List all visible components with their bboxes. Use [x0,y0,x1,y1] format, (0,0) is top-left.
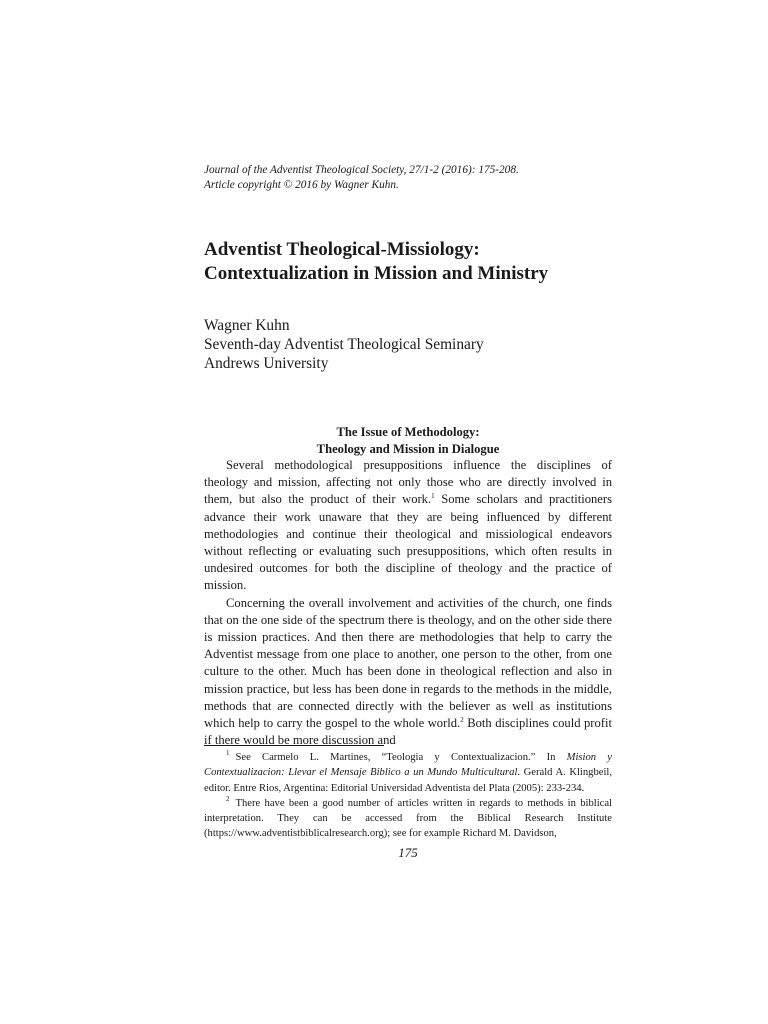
article-copyright: Article copyright © 2016 by Wagner Kuhn. [204,179,399,191]
author-affiliation-seminary: Seventh-day Adventist Theological Seminary [204,336,484,353]
author-name: Wagner Kuhn [204,317,290,334]
paragraph-2 [204,595,612,750]
footnote-ref-2[interactable]: 2 [460,715,464,724]
section-heading [204,424,612,458]
paragraph-1-text-b: Some scholars and practitioners advance their work unaware that they are being influenced by different methodologies and continue their theological and missiological endeavors without reflecting or evaluating such presuppositions, which often results in undesired outcomes for both the discipline of theology and the practice of mission. [204,492,612,593]
journal-page [204,0,612,1024]
footnote-2-mark: 2 [226,795,230,804]
footnotes [204,750,612,842]
page-number: 175 [398,845,418,860]
paragraph-1 [204,457,612,595]
paragraph-2-text-a: Concerning the overall involvement and activities of the church, one finds that on the one side of the spectrum there is theology, and on the other side there is mission practices. And then there are methodologies that help to carry the Adventist message from one place to another, one person to the other, from one culture to the other. Much has been done in theological reflection and also in mission practice, but less has been done in regards to the methods in the middle, methods that are connected directly with the believer as well as institutions which help to carry the gospel to the whole world. [204,595,612,731]
section-heading-line2: Theology and Mission in Dialogue [316,442,500,456]
footnote-1 [204,750,612,796]
journal-citation: Journal of the Adventist Theological Society, 27/1-2 (2016): 175-208. [204,164,519,176]
article-title-line2: Contextualization in Mission and Ministry [204,263,549,284]
footnote-1-text-b: . Gerald A. Klingbeil, editor. Entre Rios, Argentina: Editorial Universidad Adventista del Plata (2005): 233-234. [204,767,612,794]
author-block [204,316,612,373]
footnote-ref-1[interactable]: 1 [431,492,435,501]
section-heading-line1: The Issue of Methodology: [336,425,480,439]
author-affiliation-university: Andrews University [204,355,329,372]
body-text [204,457,612,749]
article-title-line1: Adventist Theological-Missiology: [204,239,480,260]
running-head [204,163,612,193]
footnote-2 [204,796,612,842]
paragraph-1-text-a: Several methodological presuppositions influence the disciplines of theology and mission, affecting not only those who are directly involved in them, but also the product of their work. [204,458,612,507]
footnote-2-text: There have been a good number of articles written in regards to methods in biblical interpretation. They can be accessed from the Biblical Research Institute (https://www.adventistbiblicalresearch.org); see for example Richard M. Davidson, [204,797,612,840]
article-title [204,238,624,286]
footnote-divider [204,745,384,746]
paragraph-2-text-b: Both disciplines could profit if there would be more discussion and [204,716,612,748]
footnote-1-mark: 1 [226,749,230,758]
footnote-1-book-title: Mision y Contextualizacion: Llevar el Mensaje Biblico a un Mundo Multicultural [204,752,613,779]
footnote-1-text-a: See Carmelo L. Martines, “Teologia y Contextualizacion.” In [235,752,567,763]
